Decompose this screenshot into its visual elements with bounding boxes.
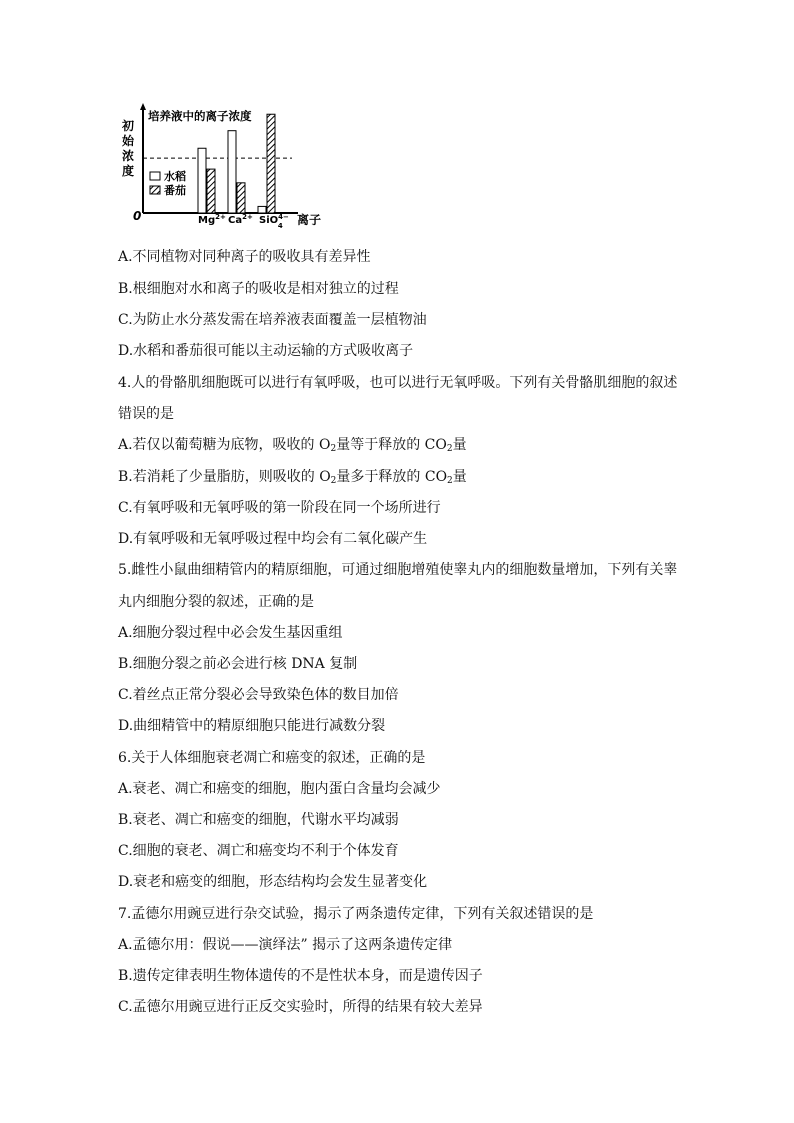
q3-option-b: B.根细胞对水和离子的吸收是相对独立的过程	[118, 281, 399, 297]
q4-option-c: C.有氧呼吸和无氧呼吸的第一阶段在同一个场所进行	[118, 500, 441, 516]
chart-xlabel: 离子	[297, 213, 322, 227]
category-label-sio4: SiO$^{4-}$ 4	[259, 213, 289, 230]
q5-stem-line2: 丸内细胞分裂的叙述，正确的是	[118, 594, 314, 610]
q5-option-c: C.着丝点正常分裂必会导致染色体的数目加倍	[118, 687, 399, 703]
q6-option-a: A.衰老、凋亡和癌变的细胞，胞内蛋白含量均会减少	[118, 781, 441, 797]
q7-stem: 7.孟德尔用豌豆进行杂交试验，揭示了两条遗传定律，下列有关叙述错误的是	[118, 906, 594, 922]
q4-b-sub2: 2	[447, 476, 453, 486]
q4-option-d: D.有氧呼吸和无氧呼吸过程中均会有二氧化碳产生	[118, 531, 428, 547]
chart-ylabel-2: 始	[122, 134, 135, 148]
chart-ylabel-3: 浓	[122, 149, 135, 163]
q4-a-pre: A.若仅以葡萄糖为底物，吸收的 O	[118, 437, 331, 453]
q5-option-a: A.细胞分裂过程中必会发生基因重组	[118, 625, 343, 641]
q6-option-b: B.衰老、凋亡和癌变的细胞，代谢水平均减弱	[118, 812, 399, 828]
q4-option-a	[118, 435, 467, 455]
q7-option-b: B.遗传定律表明生物体遗传的不是性状本身，而是遗传因子	[118, 968, 483, 984]
category-label-ca: $Ca^{2+}$	[228, 213, 253, 226]
q5-option-d: D.曲细精管中的精原细胞只能进行减数分裂	[118, 718, 386, 734]
category-label-mg: $Mg^{2+}$	[198, 213, 226, 226]
bar-tomato-1	[237, 183, 245, 213]
q4-b-end: 量	[452, 469, 467, 485]
q5-stem-line1: 5.雌性小鼠曲细精管内的精原细胞，可通过细胞增殖使睾丸内的细胞数量增加，下列有关睾	[118, 562, 678, 578]
q4-b-sub1: 2	[330, 476, 337, 486]
q7-option-a: A.孟德尔用：假说——演绎法” 揭示了这两条遗传定律	[118, 937, 453, 953]
legend-swatch-rice	[150, 172, 160, 180]
legend-swatch-tomato	[150, 186, 160, 194]
q4-option-b	[118, 467, 467, 487]
chart-ylabel-4: 度	[122, 164, 135, 178]
legend	[150, 169, 186, 197]
bar-rice-2	[258, 206, 266, 213]
chart-ylabel-1: 初	[122, 119, 135, 133]
legend-label-tomato: 番茄	[164, 184, 186, 197]
legend-label-rice: 水稻	[164, 170, 186, 183]
q6-option-d: D.衰老和癌变的细胞，形态结构均会发生显著变化	[118, 874, 428, 890]
q4-a-sub2: 2	[446, 444, 453, 454]
bar-tomato-0	[207, 169, 215, 213]
q4-a-end: 量	[452, 437, 467, 453]
bar-rice-1	[228, 131, 236, 213]
bars-group	[198, 114, 275, 213]
q6-stem: 6.关于人体细胞衰老凋亡和癌变的叙述，正确的是	[118, 750, 426, 766]
q3-option-c: C.为防止水分蒸发需在培养液表面覆盖一层植物油	[118, 312, 427, 328]
q4-a-sub1: 2	[330, 444, 337, 454]
chart-title: 培养液中的离子浓度	[148, 109, 252, 123]
q4-b-pre: B.若消耗了少量脂肪，则吸收的 O	[118, 469, 331, 485]
category-labels	[198, 213, 289, 230]
q3-option-d: D.水稻和番茄很可能以主动运输的方式吸收离子	[118, 343, 414, 359]
chart-origin: 0	[133, 209, 142, 223]
q4-stem-line2: 错误的是	[118, 406, 174, 422]
bar-rice-0	[198, 148, 206, 213]
q3-option-a: A.不同植物对同种离子的吸收具有差异性	[118, 249, 371, 265]
q4-b-mid: 量多于释放的 CO	[336, 469, 448, 485]
q5-option-b: B.细胞分裂之前必会进行核 DNA 复制	[118, 656, 358, 672]
q7-option-c: C.孟德尔用豌豆进行正反交实验时，所得的结果有较大差异	[118, 999, 483, 1015]
q4-stem-line1: 4.人的骨骼肌细胞既可以进行有氧呼吸，也可以进行无氧呼吸。下列有关骨骼肌细胞的叙述	[118, 375, 678, 391]
y-axis-arrow	[140, 103, 146, 110]
q4-a-mid: 量等于释放的 CO	[336, 437, 447, 453]
ion-concentration-chart	[120, 100, 330, 230]
bar-tomato-2	[267, 114, 275, 213]
q6-option-c: C.细胞的衰老、凋亡和癌变均不利于个体发育	[118, 843, 399, 859]
